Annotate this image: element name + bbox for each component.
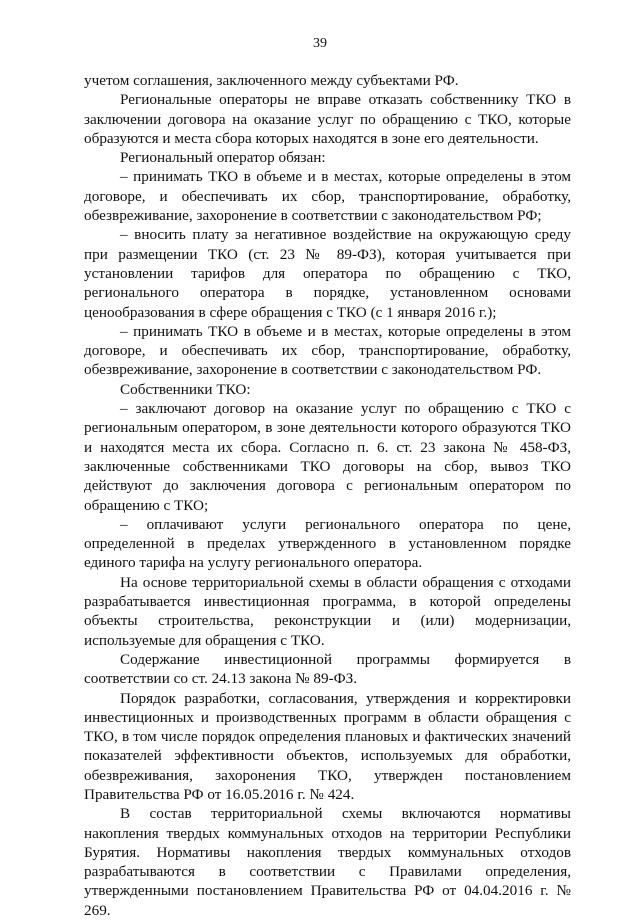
page-number: 39: [313, 36, 327, 51]
list-item: – вносить плату за негативное воздействие на окружающую среду при размещении ТКО (ст. 23 № 89-ФЗ), которая учитывается при установлении тарифов для оператора по обращению с ТКО, регионального оператора в порядке, установленном основами ценообразования в сфере обращения с ТКО (с 1 января 2016 г.);: [84, 226, 571, 321]
list-item: – принимать ТКО в объеме и в местах, которые определены в этом договоре, и обеспечивать их сбор, транспортирование, обработку, обезвреживание, захоронение в соответствии с законодательством РФ;: [84, 168, 571, 225]
list-item: – оплачивают услуги регионального оператора по цене, определенной в пределах утвержденного в установленном порядке единого тарифа на услугу регионального оператора.: [84, 515, 571, 572]
page-body: [84, 71, 571, 920]
paragraph: Региональный оператор обязан:: [120, 149, 326, 167]
list-item: – заключают договор на оказание услуг по обращению с ТКО с региональным оператором, в зоне деятельности которого образуются ТКО и находятся места их сбора. Согласно п. 6. ст. 23 закона № 458-ФЗ, заключенные собственниками ТКО договоры на сбор, вывоз ТКО действуют до заключения договора с региональным оператором по обращению с ТКО;: [84, 400, 571, 514]
paragraph: Собственники ТКО:: [120, 380, 251, 398]
paragraph: Содержание инвестиционной программы формируется в соответствии со ст. 24.13 закона № 89-ФЗ.: [84, 650, 571, 688]
paragraph: Региональные операторы не вправе отказать собственнику ТКО в заключении договора на оказание услуг по обращению с ТКО, которые образуются и места сбора которых находятся в зоне его деятельности.: [84, 91, 571, 147]
paragraph: учетом соглашения, заключенного между субъектами РФ.: [84, 72, 459, 89]
list-item: – принимать ТКО в объеме и в местах, которые определены в этом договоре, и обеспечивать их сбор, транспортирование, обработку, обезвреживание, захоронение в соответствии с законодательством РФ.: [84, 322, 571, 379]
paragraph: На основе территориальной схемы в области обращения с отходами разрабатывается инвестиционная программа, в которой определены объекты строительства, реконструкции и (или) модернизации, используемые для обращения с ТКО.: [84, 573, 571, 649]
paragraph: В состав территориальной схемы включаются нормативы накопления твердых коммунальных отходов на территории Республики Бурятия. Нормативы накопления твердых коммунальных отходов разрабатываются в соответствии с Правилами определения, утвержденными постановлением Правительства РФ от 04.04.2016 г. № 269.: [84, 805, 571, 919]
paragraph: Порядок разработки, согласования, утверждения и корректировки инвестиционных и производственных программ в области обращения с ТКО, в том числе порядок определения плановых и фактических значений показателей эффективности объектов, используемых для обработки, обезвреживания, захоронения ТКО, утвержден постановлением Правительства РФ от 16.05.2016 г. № 424.: [84, 689, 571, 803]
